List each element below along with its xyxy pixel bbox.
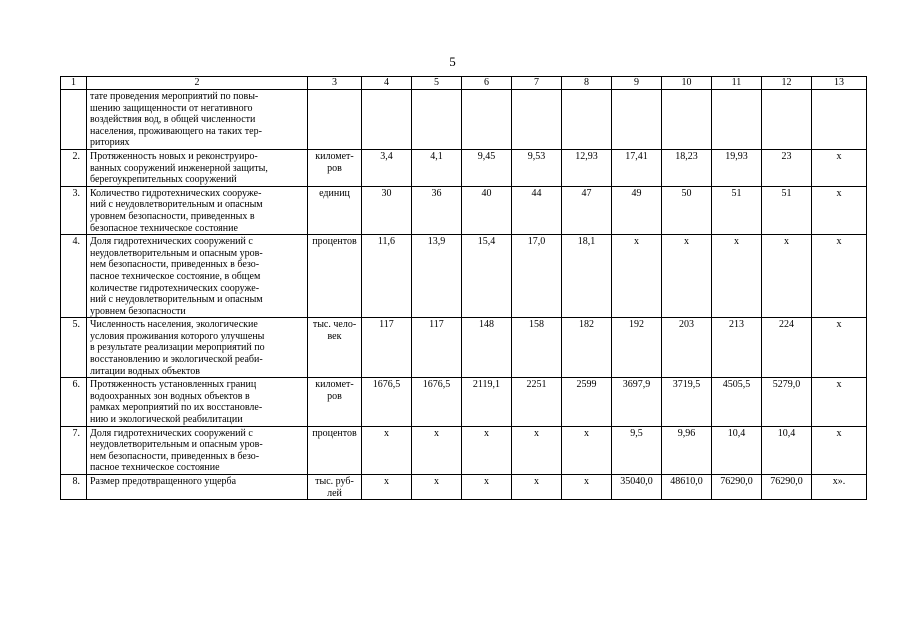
value-cell: 17,0	[512, 235, 562, 318]
column-number: 8	[562, 77, 612, 90]
value-cell: 2599	[562, 378, 612, 426]
table-row	[61, 186, 867, 234]
value-cell: x	[812, 426, 867, 474]
row-number: 3.	[61, 186, 87, 234]
value-cell: x	[812, 378, 867, 426]
table-row	[61, 149, 867, 186]
column-number: 12	[762, 77, 812, 90]
indicator-name: Доля гидротехнических сооружений с неудовлетворительным и опасным уров- нем безопасности, приведенных в безо- пасное техническое состояние	[87, 426, 308, 474]
value-cell: x	[462, 475, 512, 500]
value-cell: 18,23	[662, 149, 712, 186]
value-cell: 51	[762, 186, 812, 234]
table-row	[61, 235, 867, 318]
value-cell: 19,93	[712, 149, 762, 186]
column-number: 1	[61, 77, 87, 90]
value-cell	[562, 90, 612, 150]
value-cell: 76290,0	[712, 475, 762, 500]
column-number: 6	[462, 77, 512, 90]
page-number: 5	[449, 54, 456, 69]
value-cell: 49	[612, 186, 662, 234]
indicator-name: Размер предотвращенного ущерба	[87, 475, 308, 500]
value-cell	[512, 90, 562, 150]
column-number: 10	[662, 77, 712, 90]
value-cell: x	[362, 426, 412, 474]
value-cell: x	[512, 475, 562, 500]
column-number: 5	[412, 77, 462, 90]
value-cell: 76290,0	[762, 475, 812, 500]
value-cell: 44	[512, 186, 562, 234]
value-cell: x	[812, 318, 867, 378]
value-cell: 51	[712, 186, 762, 234]
value-cell: 40	[462, 186, 512, 234]
indicator-name: Количество гидротехнических сооруже- ний с неудовлетворительным и опасным уровнем безопасности, приведенных в безопасное техническое состояние	[87, 186, 308, 234]
value-cell: 30	[362, 186, 412, 234]
value-cell: x	[412, 426, 462, 474]
value-cell	[762, 90, 812, 150]
value-cell: 148	[462, 318, 512, 378]
value-cell: x	[512, 426, 562, 474]
row-number	[61, 90, 87, 150]
value-cell: 12,93	[562, 149, 612, 186]
table-row	[61, 90, 867, 150]
indicator-name: Доля гидротехнических сооружений с неудовлетворительным и опасным уров- нем безопасности, приведенных в безо- пасное техническое состояние, в общем количестве гидротехнических сооруже- ний с неудовлетворительным и опасным уровнем безопасности	[87, 235, 308, 318]
indicator-name: тате проведения мероприятий по повы- шению защищенности от негативного воздействия вод, в общей численности населения, проживающего на таких тер- риториях	[87, 90, 308, 150]
value-cell: 11,6	[362, 235, 412, 318]
value-cell	[362, 90, 412, 150]
value-cell: x».	[812, 475, 867, 500]
value-cell: x	[712, 235, 762, 318]
row-number: 4.	[61, 235, 87, 318]
value-cell: 203	[662, 318, 712, 378]
column-number: 11	[712, 77, 762, 90]
value-cell: 9,5	[612, 426, 662, 474]
value-cell: 1676,5	[412, 378, 462, 426]
value-cell	[462, 90, 512, 150]
indicators-table	[60, 76, 867, 500]
indicator-name: Протяженность установленных границ водоохранных зон водных объектов в рамках мероприятий по их восстановле- нию и экологической реабилитации	[87, 378, 308, 426]
value-cell: 2119,1	[462, 378, 512, 426]
indicator-name: Протяженность новых и реконструиро- ванных сооружений инженерной защиты, берегоукрепительных сооружений	[87, 149, 308, 186]
column-number: 9	[612, 77, 662, 90]
value-cell: 13,9	[412, 235, 462, 318]
table-row	[61, 426, 867, 474]
row-number: 7.	[61, 426, 87, 474]
unit-of-measure: тыс. чело- век	[308, 318, 362, 378]
value-cell: 3697,9	[612, 378, 662, 426]
value-cell: 9,45	[462, 149, 512, 186]
unit-of-measure: процентов	[308, 426, 362, 474]
value-cell: x	[462, 426, 512, 474]
value-cell: x	[562, 475, 612, 500]
value-cell: 10,4	[712, 426, 762, 474]
value-cell: 5279,0	[762, 378, 812, 426]
value-cell: 117	[362, 318, 412, 378]
value-cell	[662, 90, 712, 150]
value-cell: 15,4	[462, 235, 512, 318]
row-number: 6.	[61, 378, 87, 426]
unit-of-measure: километ- ров	[308, 149, 362, 186]
value-cell: 4,1	[412, 149, 462, 186]
value-cell: 9,96	[662, 426, 712, 474]
value-cell: 182	[562, 318, 612, 378]
value-cell: 224	[762, 318, 812, 378]
value-cell: x	[362, 475, 412, 500]
value-cell: 3,4	[362, 149, 412, 186]
value-cell: 10,4	[762, 426, 812, 474]
unit-of-measure: километ- ров	[308, 378, 362, 426]
value-cell: 48610,0	[662, 475, 712, 500]
value-cell: x	[562, 426, 612, 474]
value-cell: 35040,0	[612, 475, 662, 500]
value-cell: 1676,5	[362, 378, 412, 426]
column-number: 13	[812, 77, 867, 90]
table-row	[61, 318, 867, 378]
value-cell: x	[612, 235, 662, 318]
value-cell	[612, 90, 662, 150]
table-body	[61, 77, 867, 500]
unit-of-measure	[308, 90, 362, 150]
row-number: 5.	[61, 318, 87, 378]
value-cell: 23	[762, 149, 812, 186]
value-cell: 117	[412, 318, 462, 378]
value-cell	[712, 90, 762, 150]
row-number: 2.	[61, 149, 87, 186]
value-cell: x	[812, 186, 867, 234]
value-cell: x	[412, 475, 462, 500]
value-cell: 213	[712, 318, 762, 378]
value-cell: 18,1	[562, 235, 612, 318]
value-cell: 192	[612, 318, 662, 378]
value-cell: 47	[562, 186, 612, 234]
column-number: 4	[362, 77, 412, 90]
value-cell: 17,41	[612, 149, 662, 186]
column-number-row	[61, 77, 867, 90]
value-cell: 4505,5	[712, 378, 762, 426]
unit-of-measure: единиц	[308, 186, 362, 234]
column-number: 7	[512, 77, 562, 90]
indicator-name: Численность населения, экологические условия проживания которого улучшены в результате реализации мероприятий по восстановлению и экологической реаби- литации водных объектов	[87, 318, 308, 378]
table-row	[61, 475, 867, 500]
value-cell: x	[662, 235, 712, 318]
value-cell: 2251	[512, 378, 562, 426]
unit-of-measure: тыс. руб- лей	[308, 475, 362, 500]
unit-of-measure: процентов	[308, 235, 362, 318]
table-row	[61, 378, 867, 426]
value-cell	[412, 90, 462, 150]
value-cell: 9,53	[512, 149, 562, 186]
value-cell: 3719,5	[662, 378, 712, 426]
column-number: 2	[87, 77, 308, 90]
value-cell: x	[812, 235, 867, 318]
value-cell	[812, 90, 867, 150]
column-number: 3	[308, 77, 362, 90]
value-cell: x	[812, 149, 867, 186]
value-cell: 50	[662, 186, 712, 234]
row-number: 8.	[61, 475, 87, 500]
value-cell: 36	[412, 186, 462, 234]
value-cell: 158	[512, 318, 562, 378]
value-cell: x	[762, 235, 812, 318]
